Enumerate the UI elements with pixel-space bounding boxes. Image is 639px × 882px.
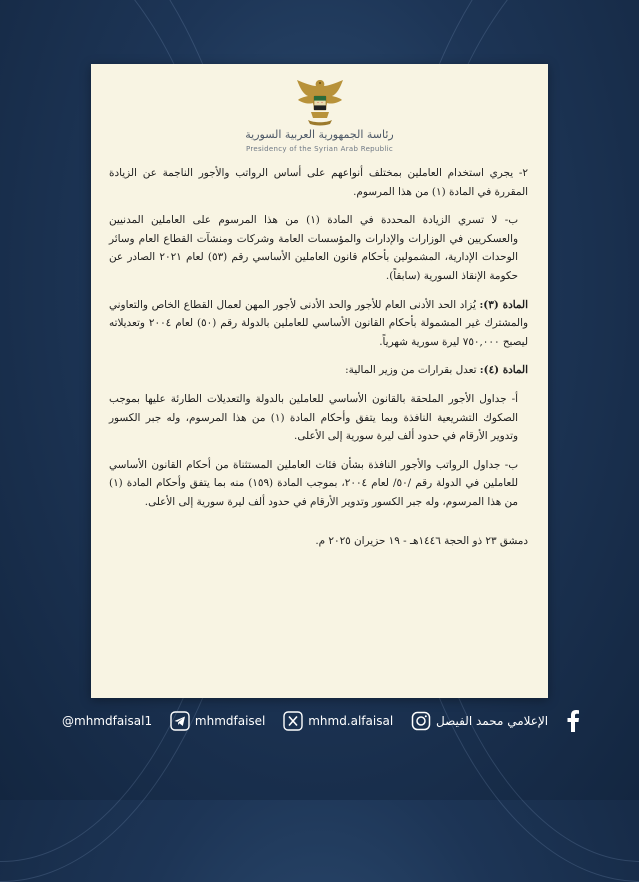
facebook-link[interactable] [566,710,580,732]
article-4 [109,361,528,380]
article-3 [109,296,528,352]
clause-b: ب- لا تسري الزيادة المحددة في المادة (١) من هذا المرسوم على العاملين المدنيين والعسكريين في الوزارات والإدارات والمؤسسات العامة وشركات ومنشآت القطاع العام وسائر الوحدات الإدارية، المشمولين بأحكام قانون العاملين الأساسي رقم (٥٣) لعام ٢٠٢١ الصادر عن حكومة الإنقاذ السورية (سابقاً). [109,214,518,282]
telegram-link-2[interactable] [170,711,265,731]
clause-2: ٢- يجري استخدام العاملين بمختلف أنواعهم على أساس الرواتب والأجور الناجمة عن الزيادة المقررة في المادة (١) من هذا المرسوم. [109,167,528,198]
article-4-text: تعدل بقرارات من وزير المالية: [345,364,477,377]
x-handle: mhmd.alfaisal [308,714,394,728]
article-3-label: المادة (٣): [479,298,528,311]
issue-date: دمشق ٢٣ ذو الحجة ١٤٤٦هـ - ١٩ حزيران ٢٠٢٥ م. [315,534,528,547]
article-3-text: يُزاد الحد الأدنى العام للأجور والحد الأدنى لأجور المهن لعمال القطاع الخاص والتعاوني والمشترك غير المشمولة بأحكام القانون الأساسي للعاملين بالدولة رقم (٥٠) لعام ٢٠٠٤ وتعديلاته ليصبح ٧٥٠,٠٠٠ ليرة سورية شهرياً. [109,298,529,348]
telegram-handle: @mhmdfaisal1 [62,714,153,728]
presidency-title-english: Presidency of the Syrian Arab Republic [245,145,394,153]
social-footer [62,707,580,735]
facebook-name: الإعلامي محمد الفيصل [435,714,549,728]
presidency-title-arabic: رئاسة الجمهورية العربية السورية [245,128,394,141]
telegram-icon [170,711,190,731]
facebook-icon [566,710,580,732]
x-link[interactable] [283,711,393,731]
decree-body [109,164,528,560]
article-4-clause-a: أ- جداول الأجور الملحقة بالقانون الأساسي للعاملين بالدولة والتعديلات الطارئة عليها بموجب الصكوك التشريعية النافذة وبما يتفق وأحكام المادة (١) من هذا المرسوم، وله جبر الكسور وتدوير الأرقام في حدود ألف ليرة سورية إلى الأعلى. [109,392,518,443]
instagram-icon [411,711,431,731]
x-icon [283,711,303,731]
decree-document [91,64,548,698]
article-4-clause-b: ب- جداول الرواتب والأجور النافذة بشأن فئات العاملين المستثناة من أحكام القانون الأساسي للعاملين في الدولة رقم /٥٠/ لعام ٢٠٠٤، بموجب المادة (١٥٩) منه بما يتفق وأحكام المادة (١) من هذا المرسوم، وله جبر الكسور وتدوير الأرقام في حدود ألف ليرة سورية إلى الأعلى. [109,458,518,508]
telegram-link[interactable] [62,714,152,728]
article-4-label: المادة (٤): [479,364,528,377]
syrian-eagle-emblem [294,74,346,130]
telegram2-handle: mhmdfaisel [194,714,266,728]
instagram-link[interactable] [411,711,548,731]
